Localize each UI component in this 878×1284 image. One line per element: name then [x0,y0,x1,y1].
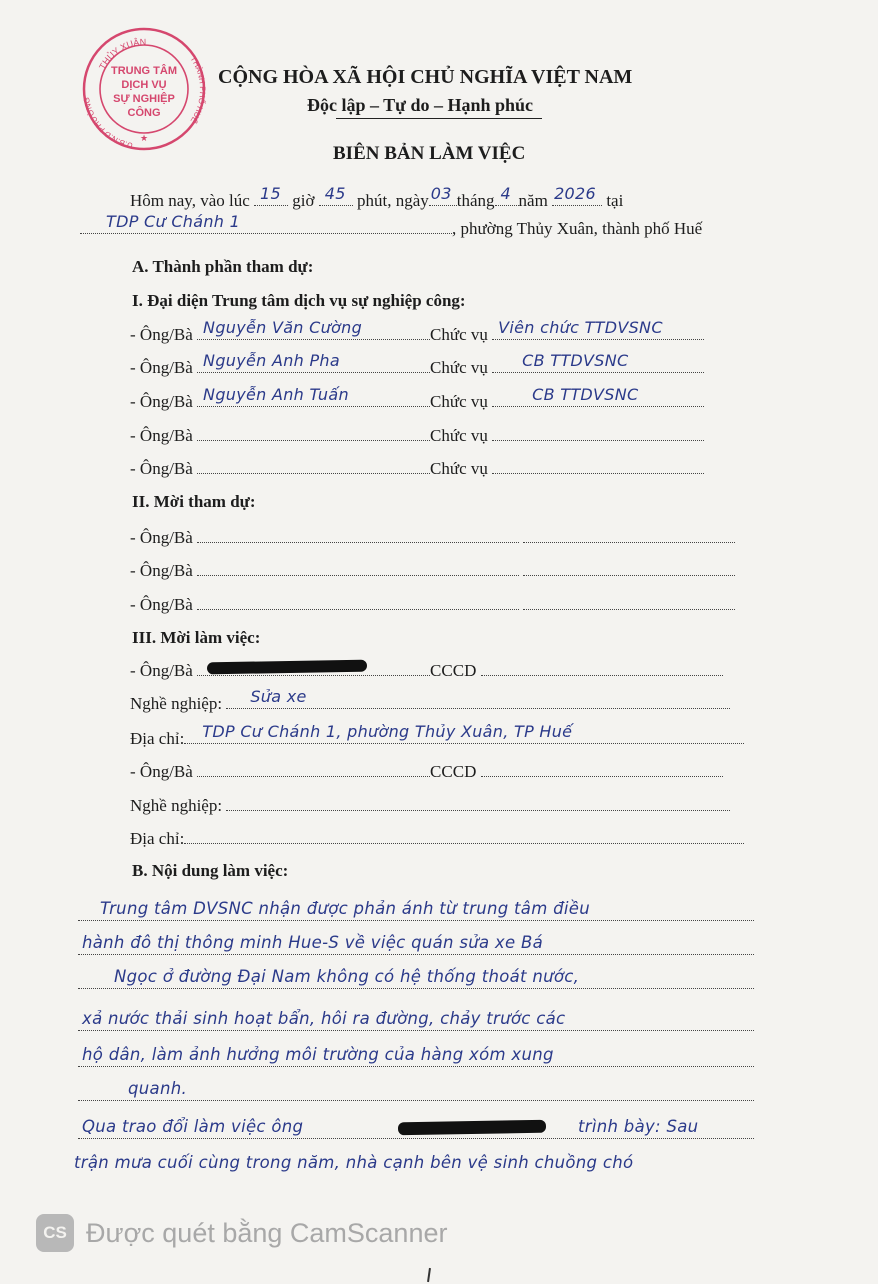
redacted-name-2 [398,1120,546,1136]
red-seal-stamp [80,25,208,153]
minute-value: 45 [324,184,346,203]
camscanner-watermark [36,1214,447,1252]
stamp-center-line-4: CÔNG [127,107,161,119]
location-value: TDP Cư Chánh 1 [106,212,241,231]
worker1-row: - Ông/Bà CCCD [130,659,723,682]
camscanner-text: Được quét bằng CamScanner [86,1217,448,1248]
stamp-center-line-1: TRUNG TÂM [111,65,177,77]
document-title: BIÊN BẢN LÀM VIỆC [333,143,526,164]
day-value: 03 [430,184,452,203]
rep-row-2: - Ông/Bà Nguyễn Anh Pha Chức vụ CB TTDVSNC [130,356,704,379]
content-line-8: trận mưa cuối cùng trong năm, nhà cạnh bên vệ sinh chuồng chó [74,1153,634,1172]
national-motto: Độc lập – Tự do – Hạnh phúc [307,95,534,115]
worker2-row: - Ông/Bà CCCD [130,760,723,783]
stamp-left-text: U.B.N.D PHƯỜNG [81,96,134,151]
content-line-6: quanh. [78,1070,754,1101]
month-value: 4 [500,184,512,203]
hour-value: 15 [260,184,281,203]
group1-title: I. Đại diện Trung tâm dịch vụ sự nghiệp công: [132,291,466,310]
svg-text:THÀNH PHỐ HUẾ [188,55,207,126]
intro-line-1: Hôm nay, vào lúc 15 giờ 45 phút, ngày 03 tháng 4 năm 2026 tại [130,184,624,210]
content-line-3: Ngọc ở đường Đại Nam không có hệ thống thoát nước, [78,958,754,989]
camscanner-logo-icon: CS [36,1214,74,1252]
invitee-row-1: - Ông/Bà [130,526,735,549]
stamp-center-line-2: DỊCH VỤ [121,79,167,91]
year-value: 2026 [554,184,596,203]
rep-row-5: - Ông/Bà Chức vụ [130,457,704,480]
intro-line-2: TDP Cư Chánh 1 , phường Thủy Xuân, thành phố Huế [80,217,702,240]
star-icon: ★ [139,133,149,143]
invitee-row-2: - Ông/Bà [130,559,735,582]
stamp-top-text: THỦY XUÂN [97,36,147,72]
content-line-1: Trung tâm DVSNC nhận được phản ánh từ trung tâm điều [78,890,754,921]
redacted-name [207,660,367,675]
worker2-job-row: Nghề nghiệp: [130,794,730,817]
worker1-address-row: Địa chỉ: TDP Cư Chánh 1, phường Thủy Xuân, TP Huế [130,727,744,750]
stamp-center-line-3: SỰ NGHIỆP [113,93,175,105]
group2-title: II. Mời tham dự: [132,492,256,511]
group3-title: III. Mời làm việc: [132,628,261,647]
motto-underline [336,118,542,119]
worker1-job-row: Nghề nghiệp: Sửa xe [130,692,730,715]
page-edge-mark [427,1268,431,1282]
rep-row-1: - Ông/Bà Nguyễn Văn Cường Chức vụ Viên chức TTDVSNC [130,323,704,346]
section-b-title: B. Nội dung làm việc: [132,861,289,880]
worker1-address: TDP Cư Chánh 1, phường Thủy Xuân, TP Huế [202,722,573,741]
content-line-5: hộ dân, làm ảnh hưởng môi trường của hàng xóm xung [78,1036,754,1067]
invitee-row-3: - Ông/Bà [130,593,735,616]
worker1-job: Sửa xe [250,687,307,706]
content-line-7: Qua trao đổi làm việc ông trình bày: Sau [78,1108,754,1139]
national-title: CỘNG HÒA XÃ HỘI CHỦ NGHĨA VIỆT NAM [218,66,633,88]
rep-row-4: - Ông/Bà Chức vụ [130,424,704,447]
stamp-right-text: THÀNH PHỐ HUẾ [188,54,207,125]
worker2-address-row: Địa chỉ: [130,827,744,850]
content-line-2: hành đô thị thông minh Hue-S về việc quán sửa xe Bá [78,924,754,955]
section-a-title: A. Thành phần tham dự: [132,257,314,276]
content-line-4: xả nước thải sinh hoạt bẩn, hôi ra đường, chảy trước các [78,1000,754,1031]
rep-row-3: - Ông/Bà Nguyễn Anh Tuấn Chức vụ CB TTDVSNC [130,390,704,413]
